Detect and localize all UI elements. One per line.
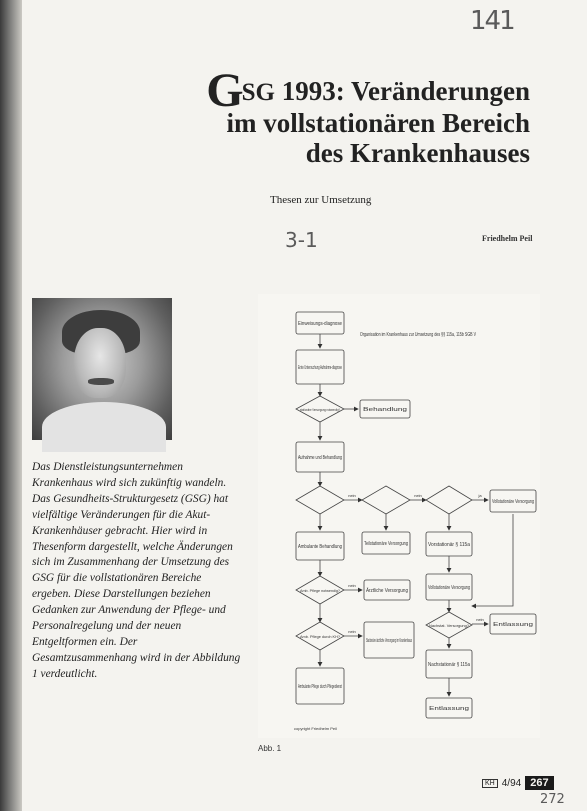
handwritten-note-bottom: 272: [540, 792, 565, 807]
photo-shoulders: [42, 402, 166, 452]
label-b13: Vollstationäre Versorgung: [428, 585, 471, 591]
photo-face: [74, 328, 126, 398]
label-b9: Vollstationäre Versorgung: [492, 499, 535, 505]
label-b7: Teilstationäre Versorgung: [364, 541, 409, 547]
flowchart-diagram: [258, 294, 540, 738]
title-initial-rest: SG: [241, 79, 275, 106]
label-b11: Amb. Pflege notwendig?: [300, 588, 341, 593]
label-b12: Ärztliche Versorgung: [366, 588, 413, 594]
author-photo: [32, 298, 172, 440]
label-b4: Behandlung: [363, 407, 408, 413]
label-b19: Ambulante Pflege durch Pflegedienst: [298, 684, 343, 690]
handwritten-note-middle: 3-1: [285, 228, 318, 252]
arrow-label-nein-5: nein: [476, 617, 484, 622]
photo-mustache: [88, 378, 114, 385]
label-b17: Entlassung: [493, 622, 534, 628]
article-title: [110, 64, 530, 168]
arrow-label-nein-2: nein: [414, 493, 422, 498]
title-line3: des Krankenhauses: [305, 138, 530, 168]
title-line2: im vollstationären Bereich: [226, 108, 530, 138]
author-name: Friedhelm Peil: [482, 234, 533, 243]
arrow-label-ja-1: ja: [478, 493, 482, 498]
article-subtitle: Thesen zur Umsetzung: [270, 194, 372, 206]
label-b14: Amb. Pflege durch KH?: [300, 634, 341, 639]
diagram-legend: Organisation im Krankenhaus zur Umsetzung des §§ 115a, 115b SGB V: [360, 332, 477, 338]
title-line1: 1993: Veränderungen: [274, 76, 530, 106]
label-b1: Einweisungs-diagnose: [298, 321, 343, 327]
page-footer: [482, 776, 554, 790]
diagram-credit: copyright Friedhelm Peil: [294, 726, 337, 731]
arrow-label-nein-4: nein: [348, 629, 356, 634]
label-b3: stationäre Versorgung notwendig?: [300, 407, 341, 412]
arrow-label-nein-1: nein: [348, 493, 356, 498]
book-spine-shadow: [0, 0, 24, 811]
label-b18: Nachstationär § 115a: [428, 662, 471, 668]
page-number: 267: [525, 776, 553, 790]
article-abstract: Das Dienstleistungsunternehmen Krankenhaus wird sich zukünftig wandeln. Das Gesundheits-Strukturgesetz (GSG) hat vielfältige Veränderungen für die Akut-Krankenhäuser gebracht. Hier wird in Thesenform dargestellt, welche Änderungen sich im Zusammenhang der Umsetzung des GSG für die vollstationären Bereiche ergeben. Diese Darstellungen beziehen Gedanken zur Anwendung der Pflege- und Personalregelung und der neuen Entgeltformen ein. Der Gesamtzusammenhang wird in der Abbildung 1 verdeutlicht.: [32, 461, 241, 680]
label-b2: Erste Untersuchung Aufnahme-diagnose: [298, 365, 343, 371]
issue-number: 4/94: [501, 777, 522, 789]
arrow-label-nein-3: nein: [348, 583, 356, 588]
label-b16: Nachstat. Versorgung?: [429, 623, 470, 628]
label-b15: Stationäre ärztliche Versorgung im Krankenhaus: [366, 638, 413, 644]
handwritten-note-top: 141: [470, 6, 514, 36]
title-initial: G: [206, 64, 244, 117]
label-b6: Ambulante Behandlung: [298, 544, 343, 550]
journal-logo: KH: [482, 779, 498, 788]
label-b8: Vorstationär § 115a: [428, 542, 471, 548]
figure-caption: Abb. 1: [258, 744, 282, 753]
label-b5: Aufnahme und Behandlung: [298, 455, 343, 461]
label-b20: Entlassung: [429, 706, 470, 712]
